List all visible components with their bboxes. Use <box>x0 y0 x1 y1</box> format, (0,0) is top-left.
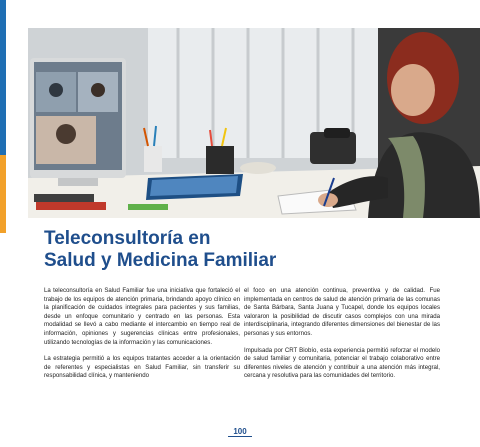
title-line-2: Salud y Medicina Familiar <box>44 250 277 271</box>
teleconsultation-photo <box>28 28 480 218</box>
accent-stripe-orange <box>0 155 6 233</box>
paragraph: Impulsada por CRT Biobío, esta experiencia permitió reforzar el modelo de salud familiar y comunitaria, potenciar el trabajo colaborativo entre diferentes niveles de atención y contribuir a una atención más integral, cercana y resolutiva para las comunidades del territorio. <box>244 346 440 380</box>
body-column-right <box>244 287 440 389</box>
paragraph: La teleconsultoría en Salud Familiar fue una iniciativa que fortaleció el trabajo de los equipos de atención primaria, brindando apoyo clínico en la planificación de cuidados integrales para pacientes y sus familias, desde un enfoque comunitario y centrado en las personas. Esta modalidad se llevó a cabo mediante el intercambio en tiempo real de información, opiniones y sugerencias clínicas entre profesionales, utilizando tecnologías de la información y las comunicaciones. <box>44 287 240 346</box>
page-number: 100 <box>228 427 251 437</box>
article-title <box>44 228 344 272</box>
accent-stripe-blue <box>0 0 6 155</box>
title-line-1: Teleconsultoría en <box>44 228 211 249</box>
page-number-container <box>0 427 480 436</box>
paragraph: el foco en una atención continua, preventiva y de calidad. Fue implementada en centros de salud de atención primaria de las comunas de Santa Bárbara, Santa Juana y Tucapel, donde los equipos locales valoraron la posibilidad de discutir casos complejos con una mirada interdisciplinaria, integrando diferentes dimensiones del bienestar de las personas y sus entornos. <box>244 287 440 337</box>
body-column-left <box>44 287 240 389</box>
paragraph: La estrategia permitió a los equipos tratantes acceder a la orientación de referentes y especialistas en Salud Familiar, sin transferir su responsabilidad clínica, y manteniendo <box>44 355 240 380</box>
